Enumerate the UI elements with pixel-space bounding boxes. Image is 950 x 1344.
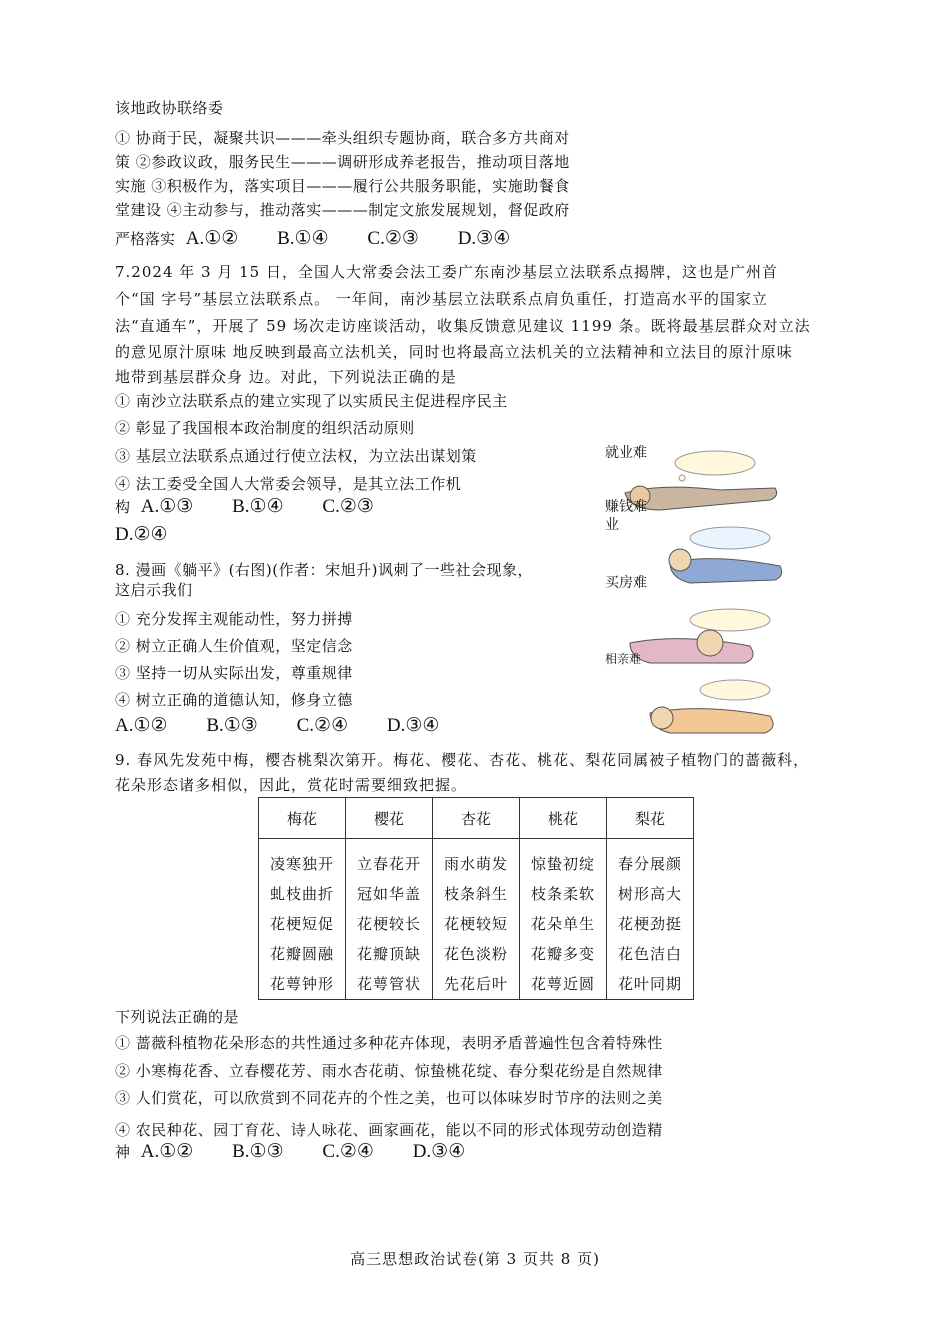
cell-line: 惊蛰初绽 <box>530 855 595 873</box>
cell-line: 虬枝曲折 <box>269 885 334 903</box>
cell-line: 花色淡粉 <box>443 945 508 963</box>
cell-line: 花梗劲挺 <box>617 915 682 933</box>
q7-lead-text: 构 <box>115 498 131 516</box>
q6-stem-line: 该地政协联络委 <box>115 99 224 117</box>
table-header-cell: 樱花 <box>346 798 433 839</box>
q7-statement-2: ② 彰显了我国根本政治制度的组织活动原则 <box>115 419 415 437</box>
q6-answer-choices <box>115 228 544 250</box>
cell-line: 花梗较短 <box>443 915 508 933</box>
cell-line: 枝条斜生 <box>443 885 508 903</box>
q6-option-line: 堂建设 ④主动参与，推动落实———制定文旅发展规划，督促政府 <box>115 201 570 219</box>
cell-line: 花瓣多变 <box>530 945 595 963</box>
q9-stem-line: 9. 春风先发苑中梅，樱杏桃梨次第开。梅花、樱花、杏花、桃花、梨花同属被子植物门的蔷薇科， <box>115 751 810 769</box>
table-cell <box>433 839 520 1000</box>
cartoon-label: 买房难 <box>605 575 647 591</box>
lying-figure <box>630 639 753 663</box>
q8-statement-3: ③ 坚持一切从实际出发，尊重规律 <box>115 664 353 682</box>
table-header-row <box>259 798 694 839</box>
q7-statement-4: ④ 法工委受全国人大常委会领导，是其立法工作机 <box>115 475 462 493</box>
q9-choice-a[interactable]: A.①② <box>140 1141 194 1162</box>
lying-flat-cartoon <box>600 438 840 738</box>
q6-option-line: 实施 ③积极作为，落实项目———履行公共服务职能，实施助餐食 <box>115 177 570 195</box>
q6-choice-c[interactable]: C.②③ <box>367 228 419 249</box>
cell-line: 花萼钟形 <box>269 975 334 993</box>
q7-stem-line: 的意见原汁原味 地反映到最高立法机关，同时也将最高立法机关的立法精神和立法目的原汁原味 <box>115 343 793 361</box>
q9-answer-choices <box>115 1141 499 1163</box>
q8-stem-line: 8. 漫画《躺平》(右图)(作者：宋旭升)讽刺了一些社会现象， <box>115 561 533 579</box>
q7-choice-c[interactable]: C.②③ <box>322 496 374 517</box>
q6-lead-text: 严格落实 <box>115 230 176 248</box>
q8-stem-line: 这启示我们 <box>115 581 193 599</box>
table-cell <box>346 839 433 1000</box>
thought-bubble <box>690 527 770 549</box>
q6-option-line: ① 协商于民，凝聚共识———牵头组织专题协商，联合多方共商对 <box>115 129 570 147</box>
q9-statement-1: ① 蔷薇科植物花朵形态的共性通过多种花卉体现，表明矛盾普遍性包含着特殊性 <box>115 1034 663 1052</box>
thought-bubble <box>690 609 770 631</box>
q9-lead-text: 神 <box>115 1143 131 1161</box>
q7-statement-1: ① 南沙立法联系点的建立实现了以实质民主促进程序民主 <box>115 392 508 410</box>
q9-prompt: 下列说法正确的是 <box>115 1008 240 1026</box>
q8-choice-a[interactable]: A.①② <box>115 715 168 736</box>
table-row <box>259 839 694 1000</box>
cell-line: 花瓣圆融 <box>269 945 334 963</box>
q9-statement-2: ② 小寒梅花香、立春樱花芳、雨水杏花萌、惊蛰桃花绽、春分梨花纷是自然规律 <box>115 1062 663 1080</box>
cell-line: 花瓣顶缺 <box>356 945 421 963</box>
cell-line: 树形高大 <box>617 885 682 903</box>
q8-answer-choices <box>115 715 473 737</box>
cartoon-label: 赚钱难 <box>605 499 647 515</box>
q9-stem-line: 花朵形态诸多相似，因此，赏花时需要细致把握。 <box>115 776 468 794</box>
q7-choice-a[interactable]: A.①③ <box>140 496 194 517</box>
q7-stem-line: 法“直通车”，开展了 59 场次走访座谈活动，收集反馈意见建议 1199 条。既将最基层群众对立法 <box>115 317 811 335</box>
q7-choice-d[interactable]: D.②④ <box>115 524 168 545</box>
table-header-cell: 梅花 <box>259 798 346 839</box>
table-cell <box>259 839 346 1000</box>
q7-stem-line: 7.2024 年 3 月 15 日，全国人大常委会法工委广东南沙基层立法联系点揭牌，这也是广州首 <box>115 263 778 281</box>
q7-answer-choices <box>115 496 408 518</box>
table-header-cell: 杏花 <box>433 798 520 839</box>
cell-line: 花朵单生 <box>530 915 595 933</box>
q7-choice-b[interactable]: B.①④ <box>232 496 284 517</box>
table-cell <box>520 839 607 1000</box>
q8-statement-2: ② 树立正确人生价值观，坚定信念 <box>115 637 353 655</box>
cell-line: 花叶同期 <box>617 975 682 993</box>
cartoon-label: 就业难 <box>605 445 647 461</box>
q7-stem-line: 地带到基层群众身 边。对此，下列说法正确的是 <box>115 368 457 386</box>
q9-statement-4: ④ 农民种花、园丁育花、诗人咏花、画家画花，能以不同的形式体现劳动创造精 <box>115 1121 663 1139</box>
q8-choice-b[interactable]: B.①③ <box>206 715 258 736</box>
cell-line: 花梗较长 <box>356 915 421 933</box>
q6-choice-b[interactable]: B.①④ <box>277 228 329 249</box>
thought-bubble <box>700 680 770 700</box>
cell-line: 先花后叶 <box>443 975 508 993</box>
q6-option-line: 策 ②参政议政，服务民生———调研形成养老报告，推动项目落地 <box>115 153 570 171</box>
cell-line: 花色洁白 <box>617 945 682 963</box>
q6-choice-a[interactable]: A.①② <box>185 228 239 249</box>
thought-bubble <box>675 451 755 475</box>
page-footer: 高三思想政治试卷(第 3 页共 8 页) <box>350 1250 600 1268</box>
cell-line: 花萼管状 <box>356 975 421 993</box>
q7-stem-line: 个“国 字号”基层立法联系点。 一年间，南沙基层立法联系点肩负重任，打造高水平的国家立 <box>115 290 768 308</box>
q8-choice-c[interactable]: C.②④ <box>296 715 349 736</box>
q7-answer-choices-continued <box>115 524 202 546</box>
q6-choice-d[interactable]: D.③④ <box>457 228 511 249</box>
cell-line: 春分展颜 <box>617 855 682 873</box>
q8-choice-d[interactable]: D.③④ <box>386 715 440 736</box>
cartoon-label: 相亲难 <box>605 652 642 666</box>
cell-line: 花萼近圆 <box>530 975 595 993</box>
table-cell <box>607 839 694 1000</box>
cell-line: 花梗短促 <box>269 915 334 933</box>
q8-statement-4: ④ 树立正确的道德认知，修身立德 <box>115 691 353 709</box>
q7-statement-3: ③ 基层立法联系点通过行使立法权，为立法出谋划策 <box>115 447 477 465</box>
cell-line: 冠如华盖 <box>356 885 421 903</box>
table-header-cell: 梨花 <box>607 798 694 839</box>
q9-statement-3: ③ 人们赏花，可以欣赏到不同花卉的个性之美，也可以体味岁时节序的法则之美 <box>115 1089 663 1107</box>
cartoon-label: 业 <box>605 517 619 533</box>
cell-line: 立春花开 <box>356 855 421 873</box>
q9-choice-b[interactable]: B.①③ <box>232 1141 284 1162</box>
table-header-cell: 桃花 <box>520 798 607 839</box>
cell-line: 雨水萌发 <box>443 855 508 873</box>
cell-line: 凌寒独开 <box>269 855 334 873</box>
q9-choice-c[interactable]: C.②④ <box>322 1141 374 1162</box>
cell-line: 枝条柔软 <box>530 885 595 903</box>
q8-statement-1: ① 充分发挥主观能动性，努力拼搏 <box>115 610 353 628</box>
flower-comparison-table <box>258 797 694 1000</box>
q9-choice-d[interactable]: D.③④ <box>412 1141 466 1162</box>
